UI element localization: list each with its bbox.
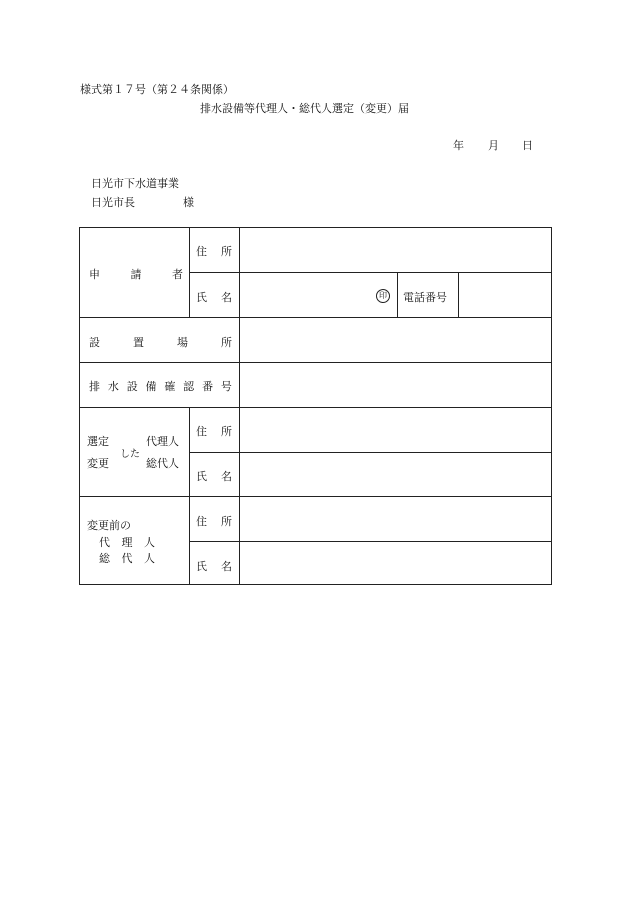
label-char: 所: [221, 336, 232, 349]
row-divider: [80, 317, 551, 318]
label-char: 人: [144, 552, 155, 565]
changed-label: 変更: [87, 457, 109, 470]
agent-label: 代理人: [146, 435, 179, 448]
drainage-confirmation-number-label: [89, 378, 232, 394]
label-char: 備: [145, 380, 157, 393]
label-char: 総: [99, 552, 110, 565]
previous-address-label: [196, 513, 232, 529]
label-char: 人: [144, 536, 155, 549]
label-char: 確: [164, 380, 176, 393]
label-char: 住: [196, 515, 207, 528]
shita-label: した: [120, 449, 140, 460]
label-char: 設: [126, 380, 138, 393]
label-char: 所: [221, 515, 232, 528]
label-char: 排: [89, 380, 100, 393]
selected-address-label: [196, 423, 232, 439]
label-char: 氏: [196, 291, 207, 304]
row-divider: [189, 452, 551, 453]
label-char: 所: [221, 425, 232, 438]
label-char: 置: [133, 336, 144, 349]
addressee-organization: 日光市下水道事業: [91, 177, 179, 190]
form-number: 様式第１７号（第２４条関係）: [80, 83, 234, 96]
label-char: 名: [221, 560, 232, 573]
column-divider: [189, 407, 190, 585]
representative-label: 総代人: [146, 457, 179, 470]
label-char: 番: [202, 380, 214, 393]
column-divider: [239, 228, 240, 317]
addressee-title: 日光市長: [91, 196, 135, 209]
label-char: 水: [107, 380, 119, 393]
applicant-name-label: [196, 289, 232, 305]
label-char: 名: [221, 291, 232, 304]
addressee-honorific: 様: [183, 196, 194, 209]
column-divider: [239, 407, 240, 585]
label-char: 認: [183, 380, 195, 393]
previous-name-label: [196, 558, 232, 574]
document-title: 排水設備等代理人・総代人選定（変更）届: [200, 102, 409, 115]
previous-agent-label: [99, 534, 155, 550]
column-divider: [397, 272, 398, 317]
label-char: 所: [221, 245, 232, 258]
label-char: 申: [89, 268, 100, 281]
applicant-label: [89, 266, 183, 282]
column-divider: [458, 272, 459, 317]
row-divider: [189, 272, 551, 273]
label-char: 請: [130, 268, 142, 281]
label-char: 者: [172, 268, 183, 281]
application-form-table: [79, 227, 552, 585]
label-char: 号: [220, 380, 232, 393]
date-year-label: 年: [453, 139, 464, 152]
label-char: 設: [89, 336, 100, 349]
column-divider: [239, 317, 240, 407]
label-char: 代: [99, 536, 110, 549]
previous-representative-label: [99, 550, 155, 566]
row-divider: [80, 407, 551, 408]
label-char: 名: [221, 470, 232, 483]
date-day-label: 日: [522, 139, 533, 152]
row-divider: [80, 362, 551, 363]
selected-name-label: [196, 468, 232, 484]
installation-location-label: [89, 334, 232, 350]
label-char: 理: [121, 536, 133, 549]
label-char: 氏: [196, 560, 207, 573]
label-char: 住: [196, 245, 207, 258]
phone-label: 電話番号: [403, 291, 447, 304]
row-divider: [80, 496, 551, 497]
label-char: 場: [177, 336, 188, 349]
column-divider: [189, 228, 190, 317]
applicant-address-label: [196, 243, 232, 259]
date-month-label: 月: [488, 139, 499, 152]
seal-mark-icon: 印: [376, 289, 390, 303]
label-char: 住: [196, 425, 207, 438]
before-change-label: 変更前の: [87, 519, 131, 532]
row-divider: [189, 541, 551, 542]
label-char: 代: [121, 552, 133, 565]
label-char: 氏: [196, 470, 207, 483]
selected-label: 選定: [87, 435, 109, 448]
